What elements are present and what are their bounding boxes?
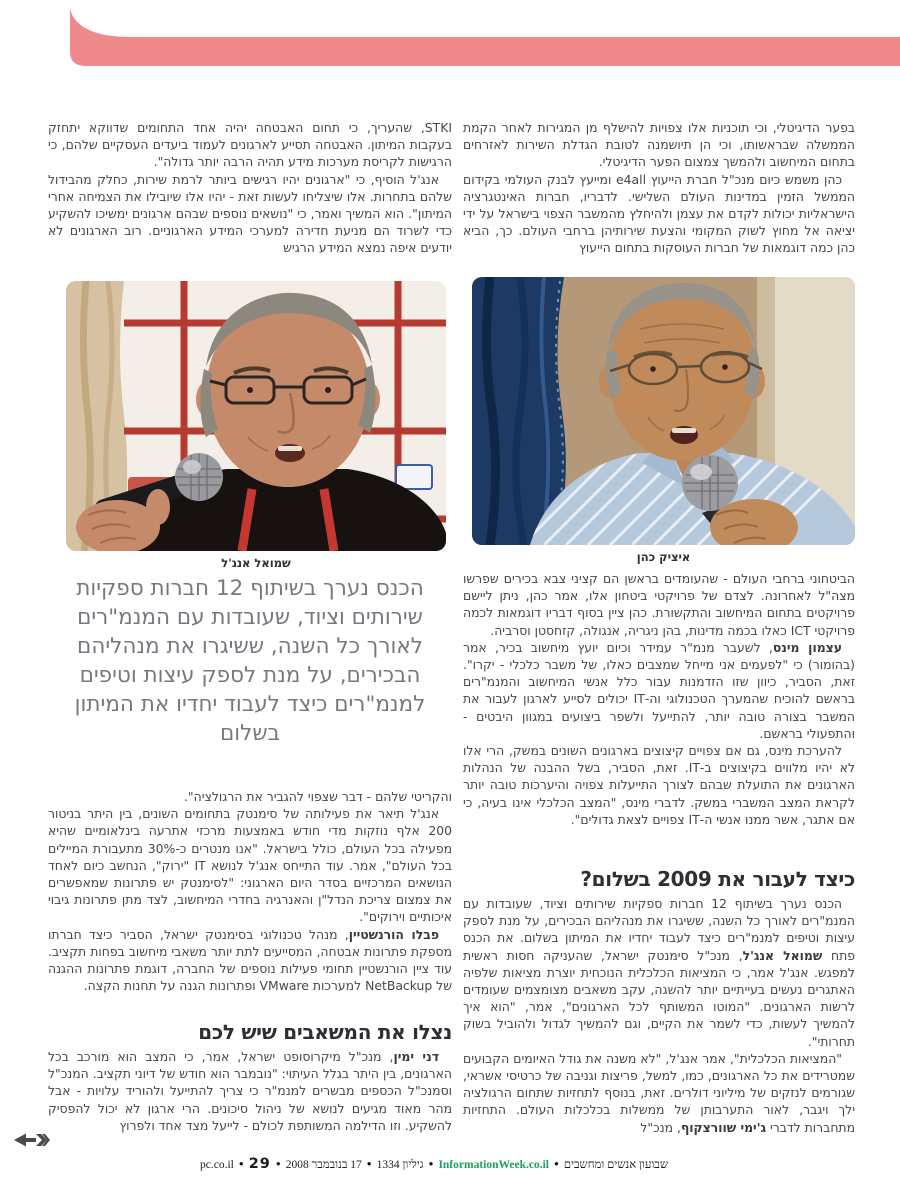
bullet-separator: ● [238,1159,244,1168]
paragraph: והקריטי שלהם - דבר שצפוי להגביר את הרגולציה". [183,789,452,804]
left-column-top-text [48,119,452,277]
footer-date: 17 בנובמבר 2008 [285,1159,362,1171]
paragraph: אנג'ל הוסיף, כי "ארגונים יהיו רגישים ביותר לרמת שירות, כחלק מהבידול שלהם בתחרות. אלו שיצליחו לעשות זאת - יהיו אלו שיובילו את הצמיחה אחרי המיתון". הוא המשיך ואמר, כי "נושאים נוספים שבהם ארגונים ימשיכו להשקיע כדי לשרוד הם מניעת חדירה למערכי המידע הארגוניים. רוב הארגונים לא יודעים איפה נמצא המידע הרגיש [48,171,452,256]
paragraph: STKI, שהעריך, כי תחום האבטחה יהיה אחד התחומים שדווקא יתחזק בעקבות המיתון. האבטחה תסייע לארגונים לעמוד ביעדים העסקיים שלהם, כי הרגישות לקריסת מערכות מידע תהיה הרבה יותר גדולה". [48,120,452,170]
paragraph: "המציאות הכלכלית", אמר אנג'ל, "לא משנה את גודל האיומים הקבועים שמטרידים את כל הארגונים, כמו, למשל, פריצות וגניבה של כרטיסי אשראי, שגורמים לנזקים של מיליוני דולרים. זאת, בנוסף לתחזיות שתחום הרגולציה ילך ויגבר, לאור התערבותן של ממשלות בכלכלות העולם. התחזיות מתחברות לדברי ג'ימי שוורצקוף, מנכ"ל [463,1050,855,1135]
top-banner [0,0,900,70]
right-column-middle-text [463,570,855,864]
bullet-separator: ● [553,1159,559,1168]
right-column-top-text [463,119,855,277]
speaker-name: פבלו הורנשטיין [348,926,439,942]
bullet-separator: ● [275,1159,281,1168]
speaker-photo-illustration [66,281,446,551]
section-heading-2009: כיצד לעבור את 2009 בשלום? [580,867,855,891]
left-column-middle-text [48,788,452,1016]
photo-frame [66,281,446,551]
paragraph: כהן משמש כיום מנכ"ל חברת הייעוץ e4all ומייעץ לבנק העולמי בקידום הממשל הזמין במדינות העולם השלישי. לדבריו, חברות האינטגרציה הישראליות יכולות לקדם את עצמן ולהיחלץ מהמשבר הצפוי בישראל על ידי יציאה אל מחוץ לשוק המקומי והצעת שירותיהן ברחבי העולם. כך, הביא כהן כמה דוגמאות של חברות העוסקות בתחום הייעוץ [463,171,855,256]
speaker-name: דני ימין [393,1049,439,1064]
page-footer [48,1156,668,1172]
footer-brand-informationweek: InformationWeek.co.il [438,1159,549,1171]
speaker-name: עצמון מינס [772,639,842,655]
bullet-separator: ● [366,1159,372,1168]
photo-itzik-cohen [472,277,855,564]
pull-quote: הכנס נערך בשיתוף 12 חברות ספקיות שירותים וציוד, שעובדות עם המנמ"רים לאורך כל השנה, ששיגרו את מנהליהם הבכירים, על מנת לספק עיצות וטיפים למנמ"רים כיצד לעבוד יחדיו את המיתון בשלום [74,576,426,746]
paragraph: בפער הדיגיטלי, וכי תוכניות אלו צפויות להישלף מן המגירות לאחר הקמת הממשלה שבראשותו, וכי הן תיושמנה לטובת הגדלת השירות לאזרחים בתחום המיחשוב ולהמשך צמצום הפער הדיגיטלי. [463,120,855,170]
bullet-separator: ● [428,1159,434,1168]
left-column-bottom-text [48,1048,452,1152]
paragraph: עצמון מינס, לשעבר מנמ"ר עמידר וכיום יועץ מיחשוב בכיר, אמר (בהומור) כי "לפעמים אני מייחל שמצבים כאלו, של משבר כלכלי - יקרו". זאת, הסביר, כיוון שזו הזדמנות עבור כלל אנשי המיחשוב והמנמ"רים בראשם להוכיח שהמערך הטכנולוגי וה-IT יכולים לסייע לארגון לעבור את המשבר בצורה טובה יותר, להתייעל ולשפר ביצועים במגוון היבטים - והתפעולי בראשם. [463,639,855,741]
paragraph: להערכת מינס, גם אם צפויים קיצוצים בארגונים השונים במשק, הרי אלו לא יהיו מלווים בקיצוצים ב-IT. זאת, הסביר, בשל ההבנה של הנהלות הארגונים את התועלת שבהם לצורך התייעלות צפויה והיערכות טובה יותר לקראת המצב המשברי במשק. לדברי מינס, "המצב הכלכלי אינו בעיה, כי אם אתגר, אשר ממנו אנשי ה-IT צפויים לצאת גדולים". [463,743,855,827]
paragraph: פבלו הורנשטיין, מנהל טכנולוגי בסימנטק ישראל, הסביר כיצד חברתו מספקת פתרונות אבטחה, המסייעים לתת יותר משאבי מיחשוב בפחות תקציב. עוד ציין הורנשטיין תחומי פעילות נוספים של החברה, דוגמת פתרונות ההגנה של NetBackup למערכות VMware ופתרונות הגנה על תחנות הקצה. [48,926,452,994]
section-heading-resources: נצלו את המשאבים שיש לכם [198,1020,452,1044]
speaker-name: ג'ימי שוורצקוף [680,1119,767,1135]
speaker-photo-illustration [472,277,855,545]
paragraph: הכנס נערך בשיתוף 12 חברות ספקיות שירותים וציוד, שעובדות עם המנמ"רים לאורך כל השנה, ששיגרו את מנהליהם הבכירים, על מנת לספק עיצות וטיפים למנמ"רים כיצד לעבוד יחדיו את המיתון בשלום. את הכנס פתח שמואל אנג'ל, מנכ"ל סימנטק ישראל, שהעניקה חסות ראשית למפגש. אנג'ל אמר, כי המציאות הכלכלית הנוכחית יוצרת מציאות שלפיה האתגרים נעשים בעייתיים יותר להשגה, עקב משאבים מצומצמים שעומדים לרשות הארגונים. "המוטו המשותף לכל הארגונים", אמר, "הוא איך להמשיך לעשות, כדי לשמר את הקיים, וגם להמשיך לגדול ולהוביל בשוק תחרותי". [463,896,855,1049]
page-number: 29 [248,1156,271,1172]
photo-caption: שמואל אנג'ל [221,556,291,570]
paragraph: אנג'ל תיאר את פעילותה של סימנטק בתחומים השונים, בין היתר בניטור 200 אלף נוזקות מדי חודש באמצעות מרכזי אתרעה בינלאומיים שהיא מפעילה בכל העולם, כולל בישראל. "אנו מנטרים כ-30% מתעבורת המיילים בכל העולם", אמר. עוד התייחס אנג'ל לנושא IT "ירוק", הנחשב כיום לאחד הנושאים המרכזיים בסדר היום הארגוני: "לסימנטק יש פתרונות שמאפשרים את צמצום צריכת הנדל"ן והאנרגיה בחדרי המיחשוב, לצד מתן פתרונות גיבוי איכותיים וירוקים". [48,806,452,925]
paragraph: דני ימין, מנכ"ל מיקרוסופט ישראל, אמר, כי המצב הוא מורכב בכל הארגונים, בין היתר בגלל העיתוי: "נובמבר הוא חודש של דיוני תקציב. המנכ"ל וסמנכ"ל הכספים מבשרים למנמ"ר כי צריך להתייעל ולהוריד עלויות - אבל מהר מאוד מגיעים לנושא של ניהול סיכונים. הרי ארגון לא יכול להפסיק להשקיע. וזו הדילמה המשותפת לכולם - לייעל מצד אחד ולפרוץ [48,1049,452,1133]
continuation-arrow-icon [14,1132,50,1148]
photo-frame [472,277,855,545]
photo-shmuel-angel [66,281,446,570]
footer-issue: גיליון 1334 [376,1159,424,1171]
paragraph: הביטחוני ברחבי העולם - שהעומדים בראשן הם קציני צבא בכירים שפרשו מצה"ל לאחרונה. לצדם של פרויקטי ביטחון אלו, אמר כהן, ניתן ליישם פרויקטים בתחום המיחשוב והתקשורת. כהן ציין בסוף דבריו דוגמאות לכמה פרויקטי ICT כאלו בכמה מדינות, בהן ניגריה, אנגולה, קזחסטן וסרביה. [463,571,855,638]
footer-site: pc.co.il [200,1159,234,1171]
footer-publication: שבועון אנשים ומחשבים [563,1159,668,1171]
speaker-name: שמואל אנג'ל [742,947,823,963]
photo-caption: איציק כהן [636,550,691,564]
right-column-bottom-text [463,895,855,1143]
